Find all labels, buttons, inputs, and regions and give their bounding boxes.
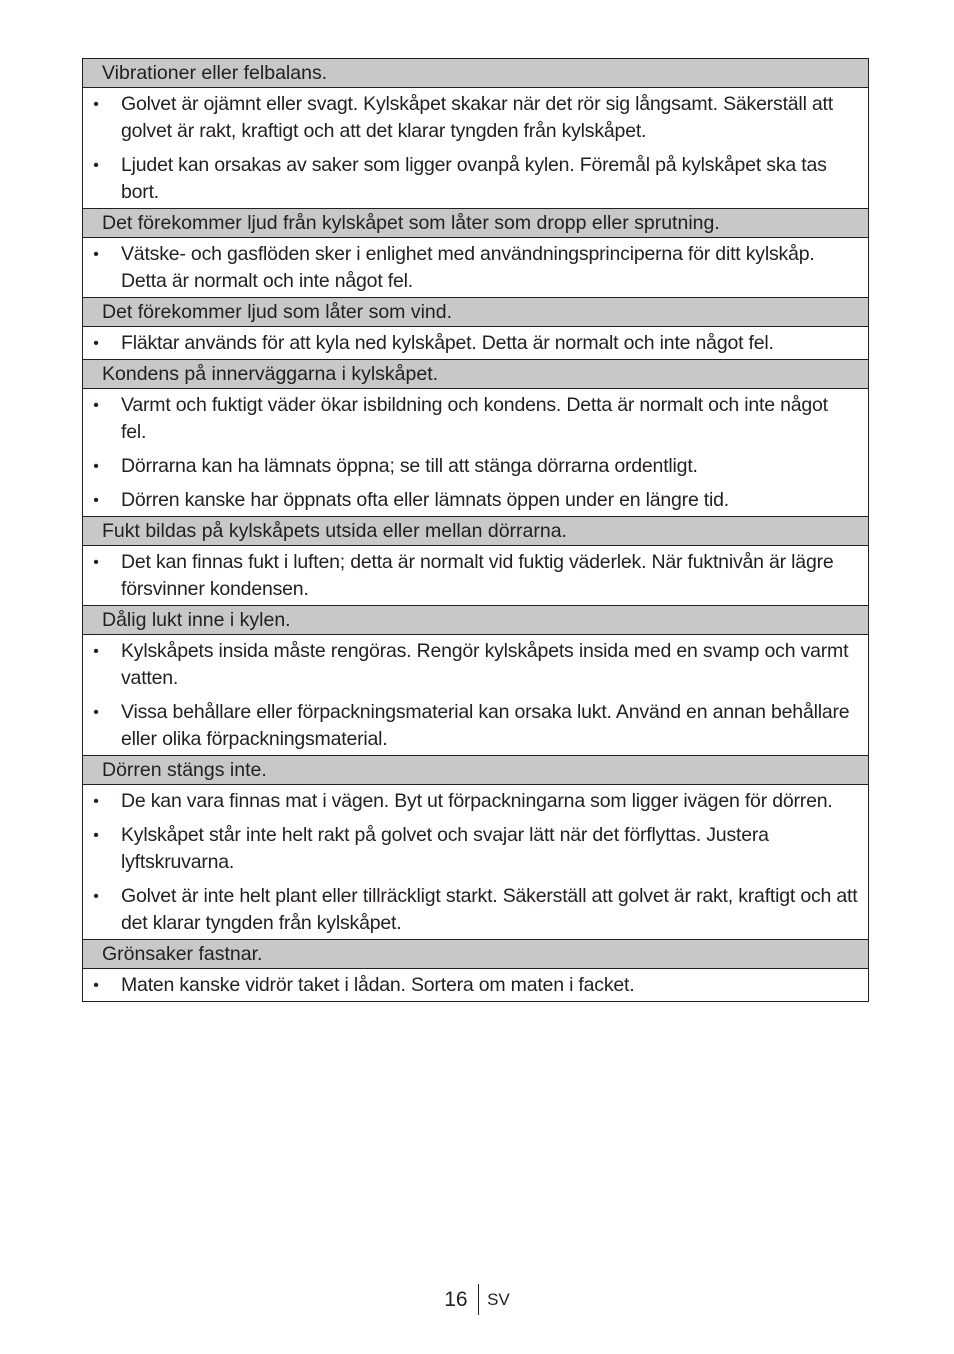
bullet-icon: • <box>93 458 99 475</box>
list-item-text: Kylskåpets insida måste rengöras. Rengör kylskåpets insida med en svamp och varmt vatten. <box>121 640 849 689</box>
section-body <box>83 969 868 1001</box>
bullet-icon: • <box>93 397 99 414</box>
bullet-icon: • <box>93 246 99 263</box>
list-item-text: Varmt och fuktigt väder ökar isbildning och kondens. Detta är normalt och inte något fel. <box>121 394 828 443</box>
bullet-icon: • <box>93 96 99 113</box>
list-item-text: Vissa behållare eller förpackningsmaterial kan orsaka lukt. Använd en annan behållare eller olika förpackningsmaterial. <box>121 701 850 750</box>
section-header: Grönsaker fastnar. <box>83 940 868 969</box>
bullet-icon: • <box>93 888 99 905</box>
troubleshooting-section <box>83 940 868 1001</box>
section-header: Fukt bildas på kylskåpets utsida eller mellan dörrarna. <box>83 517 868 546</box>
list-item <box>83 487 868 514</box>
section-header: Dålig lukt inne i kylen. <box>83 606 868 635</box>
list-item <box>83 152 868 206</box>
bullet-icon: • <box>93 554 99 571</box>
language-code: SV <box>487 1289 510 1309</box>
troubleshooting-section <box>83 209 868 298</box>
list-item-text: Dörrarna kan ha lämnats öppna; se till att stänga dörrarna ordentligt. <box>121 455 698 477</box>
list-item-text: Ljudet kan orsakas av saker som ligger ovanpå kylen. Föremål på kylskåpet ska tas bort. <box>121 154 827 203</box>
list-item <box>83 638 868 692</box>
bullet-icon: • <box>93 704 99 721</box>
bullet-icon: • <box>93 977 99 994</box>
list-item <box>83 453 868 480</box>
list-item <box>83 392 868 446</box>
list-item <box>83 699 868 753</box>
section-body <box>83 327 868 360</box>
troubleshooting-section <box>83 59 868 209</box>
section-header: Kondens på innerväggarna i kylskåpet. <box>83 360 868 389</box>
list-item-text: Dörren kanske har öppnats ofta eller lämnats öppen under en längre tid. <box>121 489 730 511</box>
section-body <box>83 635 868 756</box>
list-item <box>83 241 868 295</box>
list-item <box>83 91 868 145</box>
bullet-icon: • <box>93 335 99 352</box>
list-item-text: Maten kanske vidrör taket i lådan. Sortera om maten i facket. <box>121 974 635 996</box>
footer-divider <box>478 1284 480 1315</box>
list-item-text: Kylskåpet står inte helt rakt på golvet och svajar lätt när det förflyttas. Justera lyftskruvarna. <box>121 824 769 873</box>
section-body <box>83 238 868 298</box>
list-item-text: Vätske- och gasflöden sker i enlighet med användningsprinciperna för ditt kylskåp. Detta är normalt och inte något fel. <box>121 243 815 292</box>
section-header: Dörren stängs inte. <box>83 756 868 785</box>
troubleshooting-section <box>83 756 868 940</box>
troubleshooting-section <box>83 517 868 606</box>
section-header: Det förekommer ljud som låter som vind. <box>83 298 868 327</box>
list-item-text: Golvet är inte helt plant eller tillräckligt starkt. Säkerställ att golvet är rakt, kraftigt och att det klarar tyngden från kylskåpet. <box>121 885 858 934</box>
list-item <box>83 788 868 815</box>
list-item-text: Det kan finnas fukt i luften; detta är normalt vid fuktig väderlek. När fuktnivån är lägre försvinner kondensen. <box>121 551 834 600</box>
troubleshooting-section <box>83 606 868 756</box>
list-item-text: De kan vara finnas mat i vägen. Byt ut förpackningarna som ligger ivägen för dörren. <box>121 790 833 812</box>
bullet-icon: • <box>93 157 99 174</box>
troubleshooting-table <box>82 58 869 1002</box>
troubleshooting-section <box>83 360 868 517</box>
bullet-icon: • <box>93 643 99 660</box>
page-number: 16 <box>444 1287 468 1311</box>
list-item <box>83 822 868 876</box>
list-item <box>83 330 868 357</box>
troubleshooting-section <box>83 298 868 360</box>
bullet-icon: • <box>93 492 99 509</box>
list-item-text: Golvet är ojämnt eller svagt. Kylskåpet skakar när det rör sig långsamt. Säkerställ att golvet är rakt, kraftigt och att det klarar tyngden från kylskåpet. <box>121 93 833 142</box>
list-item <box>83 972 868 999</box>
list-item <box>83 883 868 937</box>
list-item <box>83 549 868 603</box>
bullet-icon: • <box>93 793 99 810</box>
list-item-text: Fläktar används för att kyla ned kylskåpet. Detta är normalt och inte något fel. <box>121 332 774 354</box>
section-body <box>83 546 868 606</box>
section-body <box>83 88 868 209</box>
bullet-icon: • <box>93 827 99 844</box>
page-footer <box>0 1284 954 1315</box>
section-header: Det förekommer ljud från kylskåpet som låter som dropp eller sprutning. <box>83 209 868 238</box>
section-body <box>83 389 868 517</box>
section-header: Vibrationer eller felbalans. <box>83 59 868 88</box>
section-body <box>83 785 868 940</box>
